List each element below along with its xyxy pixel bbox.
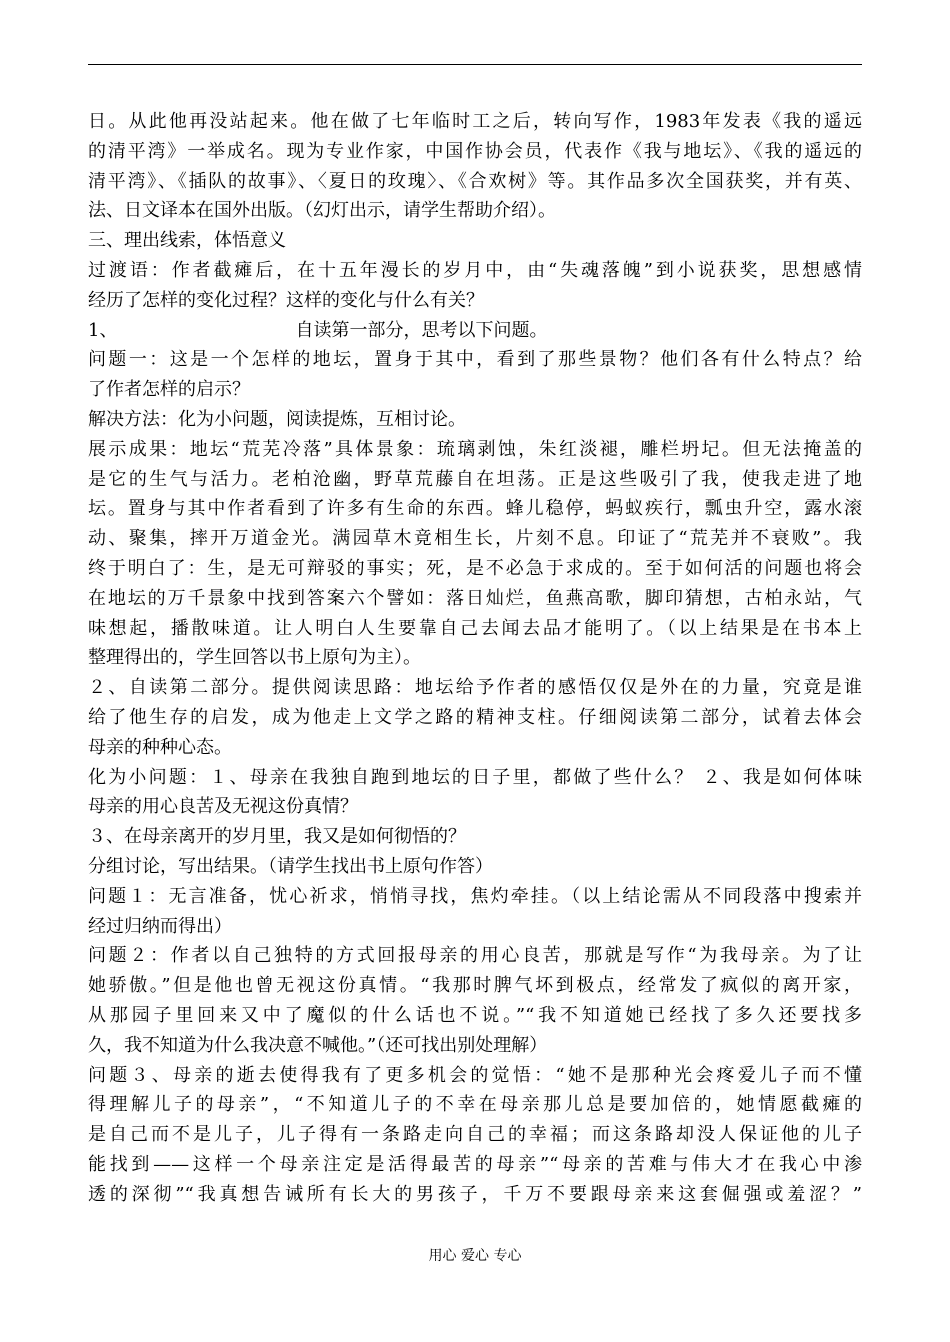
text-line: 透的深彻”“我真想告诫所有长大的男孩子，千万不要跟母亲来这套倔强或羞涩？” [88,1183,862,1205]
text-line: 化为小问题：１、母亲在我独自跑到地坛的日子里，都做了些什么？ ２、我是如何体味 [88,766,862,788]
text-line: 久，我不知道为什么我决意不喊他。”（还可找出别处理解） [88,1034,548,1056]
text-line: 在地坛的万千景象中找到答案六个譬如：落日灿烂，鱼燕高歌，脚印猜想，古柏永站，气 [88,587,862,609]
text-line: 问题３、母亲的逝去使得我有了更多机会的觉悟：“她不是那种光会疼爱儿子而不懂 [88,1064,862,1086]
text-line: ２、自读第二部分。提供阅读思路：地坛给予作者的感悟仅仅是外在的力量，究竟是谁 [88,677,862,699]
text-line: 从那园子里回来又中了魔似的什么话也不说。”“我不知道她已经找了多久还要找多 [88,1004,862,1026]
text-line: ３、在母亲离开的岁月里，我又是如何彻悟的？ [88,826,466,848]
text-line: 是自己而不是儿子，儿子得有一条路走向自己的幸福；而这条路却没人保证他的儿子 [88,1124,862,1146]
text-line: 的清平湾》一举成名。现为专业作家，中国作协会员，代表作《我与地坛》、《我的遥远的 [88,140,862,162]
text-line: 法、日文译本在国外出版。（幻灯出示，请学生帮助介绍）。 [88,200,556,222]
text-line: 味想起，播散味道。让人明白人生要靠自己去闻去品才能明了。（以上结果是在书本上 [88,617,862,639]
text-line: 给了他生存的启发，成为他走上文学之路的精神支柱。仔细阅读第二部分，试着去体会 [88,706,862,728]
document-body [88,107,862,1209]
list-item-text: 自读第一部分，思考以下问题。 [295,319,548,341]
text-line: 问题１：无言准备，忧心祈求，悄悄寻找，焦灼牵挂。（以上结论需从不同段落中搜索并 [88,885,862,907]
text-line: 能找到——这样一个母亲注定是活得最苦的母亲”“母亲的苦难与伟大才在我心中渗 [88,1153,862,1175]
section-heading: 三、理出线索，体悟意义 [88,230,286,252]
text-line: 动、聚集，摔开万道金光。满园草木竟相生长，片刻不息。印证了“荒芜并不衰败”。我 [88,528,862,550]
text-line: 她骄傲。”但是他也曾无视这份真情。“我那时脾气坏到极点，经常发了疯似的离开家， [88,975,862,997]
text-line: 得理解儿子的母亲”，“不知道儿子的不幸在母亲那儿总是要加倍的，她情愿截瘫的 [88,1094,862,1116]
text-line: 经历了怎样的变化过程？这样的变化与什么有关？ [88,289,484,311]
text-line: 坛。置身与其中作者看到了许多有生命的东西。蜂儿稳停，蚂蚁疾行，瓢虫升空，露水滚 [88,498,862,520]
list-item-1 [88,316,862,346]
text-line: 日。从此他再没站起来。他在做了七年临时工之后，转向写作，1983年发表《我的遥远 [88,111,862,132]
text-line: 了作者怎样的启示？ [88,379,250,401]
text-line: 是它的生气与活力。老柏沧幽，野草荒藤自在坦荡。正是这些吸引了我，使我走进了地 [88,468,862,490]
list-item-number: 1、 [88,319,118,341]
text-line: 清平湾》、《插队的故事》、〈夏日的玫瑰〉、《合欢树》等。其作品多次全国获奖，并有英、 [88,170,862,192]
text-line: 问题２：作者以自己独特的方式回报母亲的用心良苦，那就是写作“为我母亲。为了让 [88,945,862,967]
text-line: 展示成果：地坛“荒芜冷落”具体景象：琉璃剥蚀，朱红淡褪，雕栏坍圮。但无法掩盖的 [88,438,862,460]
text-line: 终于明白了：生，是无可辩驳的事实；死，是不必急于求成的。至于如何活的问题也将会 [88,557,862,579]
text-line: 分组讨论，写出结果。（请学生找出书上原句作答） [88,855,493,877]
header-rule [88,64,862,65]
text-line: 母亲的用心良苦及无视这份真情？ [88,796,358,818]
text-line: 母亲的种种心态。 [88,736,232,758]
text-line: 解决方法：化为小问题，阅读提炼，互相讨论。 [88,408,466,430]
text-line: 过渡语：作者截瘫后，在十五年漫长的岁月中，由“失魂落魄”到小说获奖，思想感情 [88,259,862,281]
text-line: 整理得出的，学生回答以书上原句为主）。 [88,647,421,669]
text-line: 经过归纳而得出） [88,915,232,937]
text-line: 问题一：这是一个怎样的地坛，置身于其中，看到了那些景物？他们各有什么特点？给 [88,349,862,371]
page-footer: 用心 爱心 专心 [428,1248,522,1264]
